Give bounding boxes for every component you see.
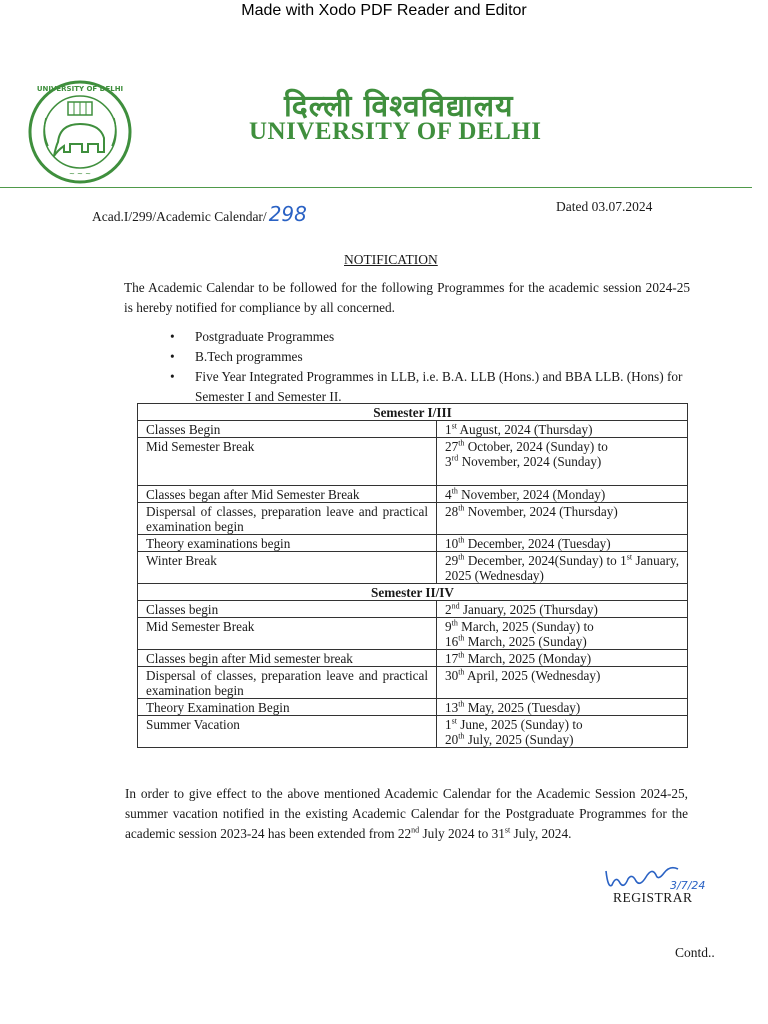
table-row: Theory Examination Begin 13th May, 2025 (Tuesday)	[138, 699, 688, 716]
bullet-dot-icon: •	[170, 329, 175, 344]
table-row: Dispersal of classes, preparation leave and practical examination begin 30th April, 2025 (Wednesday)	[138, 667, 688, 699]
intro-paragraph: The Academic Calendar to be followed for the following Programmes for the academic session 2024-25 is hereby notified for compliance by all concerned.	[124, 280, 690, 315]
table-row: Winter Break 29th December, 2024(Sunday) to 1st January, 2025 (Wednesday)	[138, 552, 688, 584]
university-name-english: UNIVERSITY OF DELHI	[249, 118, 542, 145]
table-row: Dispersal of classes, preparation leave and practical examination begin 28th November, 2024 (Thursday)	[138, 503, 688, 535]
pdf-editor-banner: Made with Xodo PDF Reader and Editor	[241, 2, 527, 19]
list-item: • Postgraduate Programmes	[168, 327, 716, 347]
bullet-dot-icon: •	[170, 369, 175, 384]
signature-date: 3/7/24	[670, 879, 706, 892]
table-row: Theory examinations begin 10th December, 2024 (Tuesday)	[138, 535, 688, 552]
table-row: Classes Begin 1st August, 2024 (Thursday)	[138, 421, 688, 438]
bullet-dot-icon: •	[170, 349, 175, 364]
svg-text:~ ~ ~: ~ ~ ~	[68, 170, 92, 178]
table-row: Classes begin 2nd January, 2025 (Thursday)	[138, 601, 688, 618]
semester-header: Semester I/III	[138, 404, 688, 421]
list-item: • Five Year Integrated Programmes in LLB, i.e. B.A. LLB (Hons.) and BBA LLB. (Hons) for Semester I and Semester II.	[170, 369, 683, 404]
table-row: Mid Semester Break 27th October, 2024 (Sunday) to 3rd November, 2024 (Sunday)	[138, 438, 688, 486]
notification-date: Dated 03.07.2024	[556, 199, 653, 214]
academic-calendar-table	[137, 403, 688, 748]
seal-text: UNIVERSITY OF DELHI	[36, 85, 124, 93]
table-row: Classes began after Mid Semester Break 4th November, 2024 (Monday)	[138, 486, 688, 503]
handwritten-reference-number: 298	[268, 202, 307, 226]
table-row: Summer Vacation 1st June, 2025 (Sunday) to 20th July, 2025 (Sunday)	[138, 716, 688, 748]
semester-header: Semester II/IV	[138, 584, 688, 601]
university-name-hindi: दिल्ली विश्वविद्यालय	[284, 89, 514, 124]
continued-marker: Contd..	[675, 945, 715, 960]
header-divider	[0, 187, 752, 188]
list-item: • B.Tech programmes	[168, 347, 716, 367]
reference-number	[92, 202, 307, 226]
table-row: Mid Semester Break 9th March, 2025 (Sunday) to 16th March, 2025 (Sunday)	[138, 618, 688, 650]
table-row: Classes begin after Mid semester break 17th March, 2025 (Monday)	[138, 650, 688, 667]
closing-paragraph: In order to give effect to the above mentioned Academic Calendar for the Academic Session 2024-25, summer vacation notified in the existing Academic Calendar for the Postgraduate Programmes for the academic session 2023-24 has been extended from 22nd July 2024 to 31st July, 2024.	[125, 786, 688, 841]
notification-title: NOTIFICATION	[344, 252, 438, 267]
university-seal-icon	[24, 80, 136, 184]
programme-list	[168, 327, 716, 407]
registrar-title: REGISTRAR	[613, 890, 693, 905]
reference-prefix: Acad.I/299/Academic Calendar/	[92, 209, 267, 224]
